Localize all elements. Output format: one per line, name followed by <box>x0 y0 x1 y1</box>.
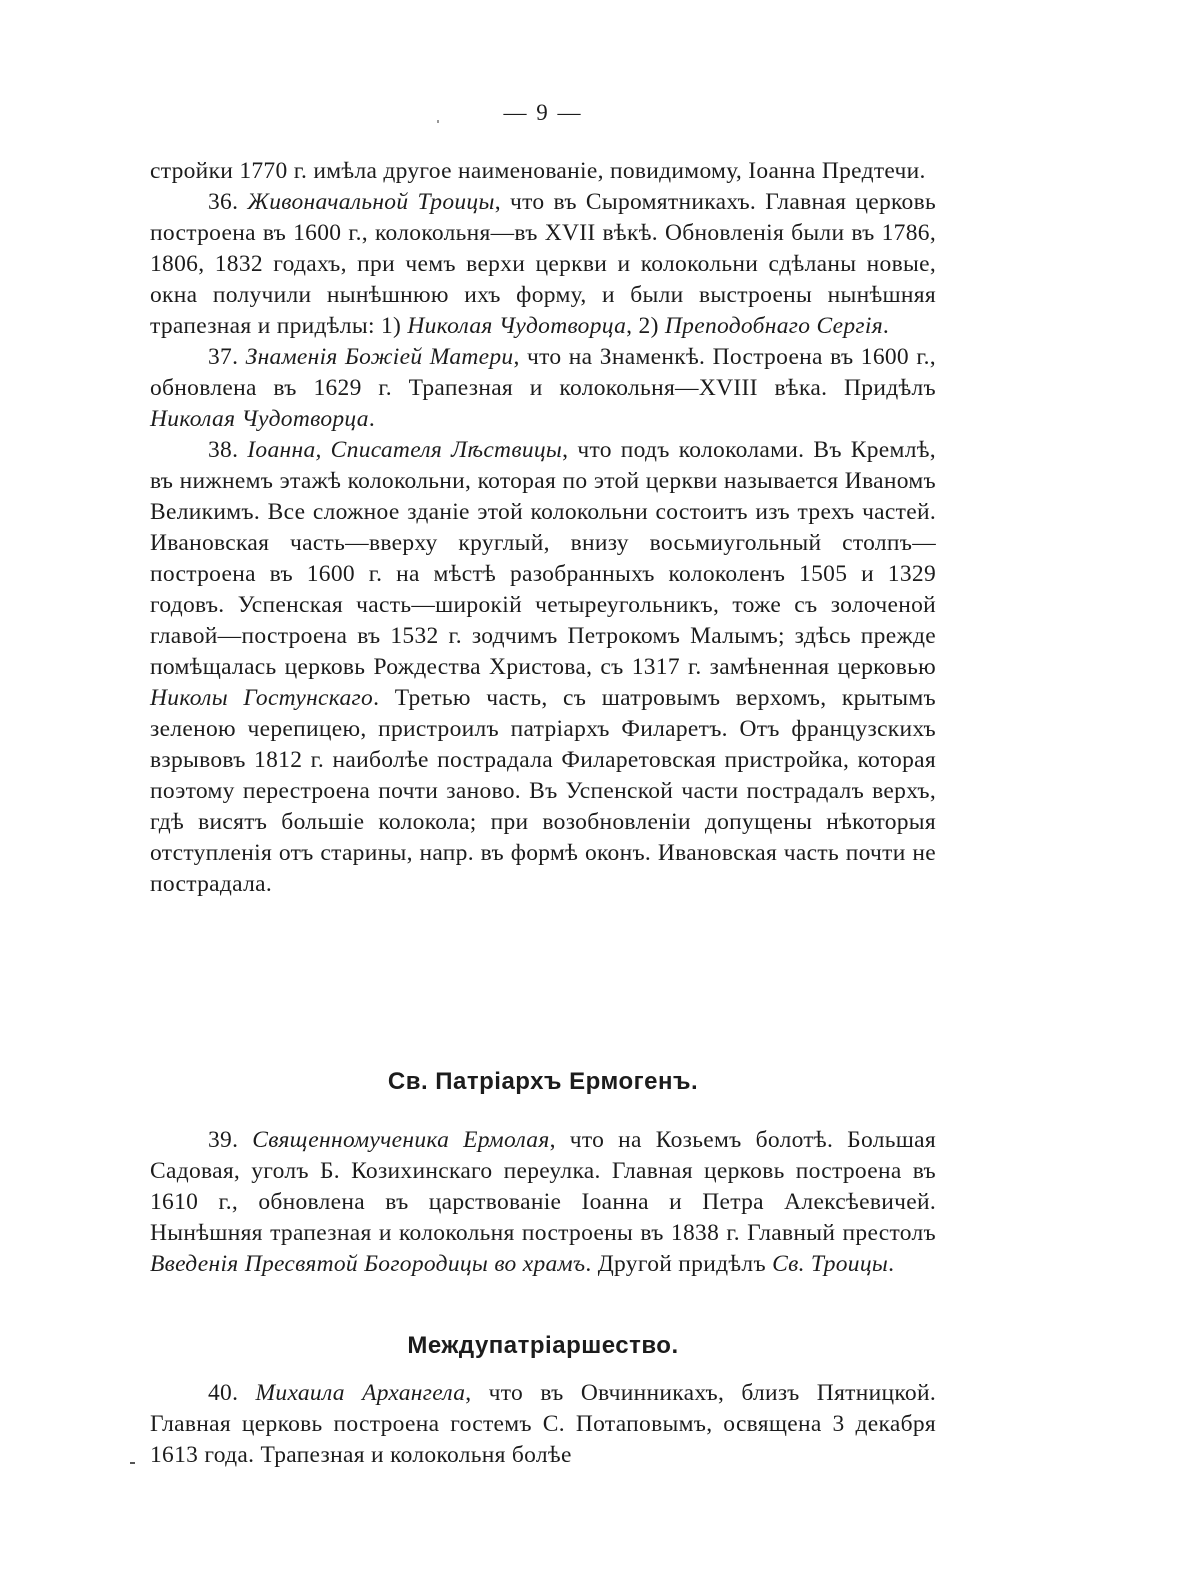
entry-number: 39. <box>208 1127 239 1153</box>
period: . <box>888 1251 895 1277</box>
scan-mark <box>130 1462 135 1464</box>
paragraph-text: , что на Козьемъ болотѣ. Большая Садовая, уголъ Б. Козихинскаго переулка. Главная церковь построена въ 1610 г., обновлена въ царствованіе Іоанна и Петра Алексѣевичей. Нынѣшняя трапезная и колокольня построены въ 1838 г. Главный престолъ <box>150 1127 936 1246</box>
paragraph-36 <box>150 187 936 342</box>
paragraph-text: . Другой придѣлъ <box>585 1251 766 1277</box>
church-title: Іоанна, Списателя Лѣствицы <box>247 437 563 463</box>
paragraph-text: , что подъ колоколами. Въ Кремлѣ, въ нижнемъ этажѣ колокольни, которая по этой церкви называется Иваномъ Великимъ. Все сложное зданіе этой колокольни состоитъ изъ трехъ частей. Ивановская часть—вверху круглый, внизу восьмиугольный столпъ—построена въ 1600 г. на мѣстѣ разобранныхъ колоколенъ 1505 и 1329 годовъ. Успенская часть—широкій четыреугольникъ, тоже съ золоченой главой—построена въ 1532 г. зодчимъ Петрокомъ Малымъ; здѣсь прежде помѣщалась церковь Рождества Христова, съ 1317 г. замѣненная церковью <box>150 437 936 680</box>
text-block-upper <box>150 156 936 900</box>
paragraph-continuation: стройки 1770 г. имѣла другое наименованіе, повидимому, Іоанна Предтечи. <box>150 158 926 184</box>
text-block-middle <box>150 1125 936 1280</box>
paragraph-text: , что на Знаменкѣ. Построена въ 1600 г., обновлена въ 1629 г. Трапезная и колокольня—XVIII вѣка. Придѣлъ <box>150 344 936 401</box>
church-title: Живоначальной Троицы <box>247 189 495 215</box>
section-heading: Междупатріаршество. <box>407 1332 679 1359</box>
period: . <box>882 313 890 339</box>
church-title: Знаменія Божіей Матери <box>245 344 514 370</box>
entry-number: 38. <box>208 437 239 463</box>
paragraph-text: , что въ Сыромятникахъ. Главная церковь построена въ 1600 г., колокольня—въ XVII вѣкѣ. Обновленія были въ 1786, 1806, 1832 годахъ, при чемъ верхи церкви и колокольни сдѣланы новые, окна получили нынѣшнюю ихъ форму, и были выстроены нынѣшняя трапезная и придѣлы: 1) <box>150 189 936 339</box>
separator-text: , 2) <box>626 313 659 339</box>
paragraph-text: , что въ Овчинникахъ, близъ Пятницкой. Главная церковь построена гостемъ С. Потаповымъ, освящена 3 декабря 1613 года. Трапезная и колокольня болѣе <box>150 1380 936 1468</box>
entry-number: 37. <box>208 344 239 370</box>
period: . <box>368 406 375 432</box>
paragraph-37 <box>150 342 936 435</box>
paragraph-40 <box>150 1378 936 1471</box>
altar-name: Введенія Пресвятой Богородицы во храмъ <box>150 1251 586 1277</box>
church-title: Михаила Архангела <box>255 1380 466 1406</box>
chapel-name: Преподобнаго Сергія <box>664 313 883 339</box>
entry-number: 40. <box>208 1380 239 1406</box>
chapel-name: Николая Чудотворца <box>150 406 369 432</box>
entry-number: 36. <box>208 189 239 215</box>
section-heading: Св. Патріархъ Ермогенъ. <box>387 1068 699 1095</box>
page-number: — 9 — <box>503 100 583 125</box>
text-block-lower <box>150 1378 936 1471</box>
paragraph-text: . Третью часть, съ шатровымъ верхомъ, крытымъ зеленою черепицею, пристроилъ патріархъ Филаретъ. Отъ французскихъ взрывовъ 1812 г. наиболѣе пострадала Филаретовская пристройка, которая поэтому перестроена почти заново. Въ Успенской части пострадалъ верхъ, гдѣ висятъ большіе колокола; при возобновленіи допущены нѣкоторыя отступленія отъ старины, напр. въ формѣ оконъ. Ивановская часть почти не пострадала. <box>150 685 937 897</box>
scan-speck <box>437 120 439 123</box>
paragraph-39 <box>150 1125 936 1280</box>
church-title: Священномученика Ермолая <box>252 1127 550 1153</box>
document-page <box>150 0 936 1588</box>
paragraph-38 <box>150 435 936 900</box>
chapel-name: Николая Чудотворца <box>407 313 627 339</box>
church-name: Николы Гостунскаго <box>150 685 374 711</box>
chapel-name: Св. Троицы <box>772 1251 889 1277</box>
